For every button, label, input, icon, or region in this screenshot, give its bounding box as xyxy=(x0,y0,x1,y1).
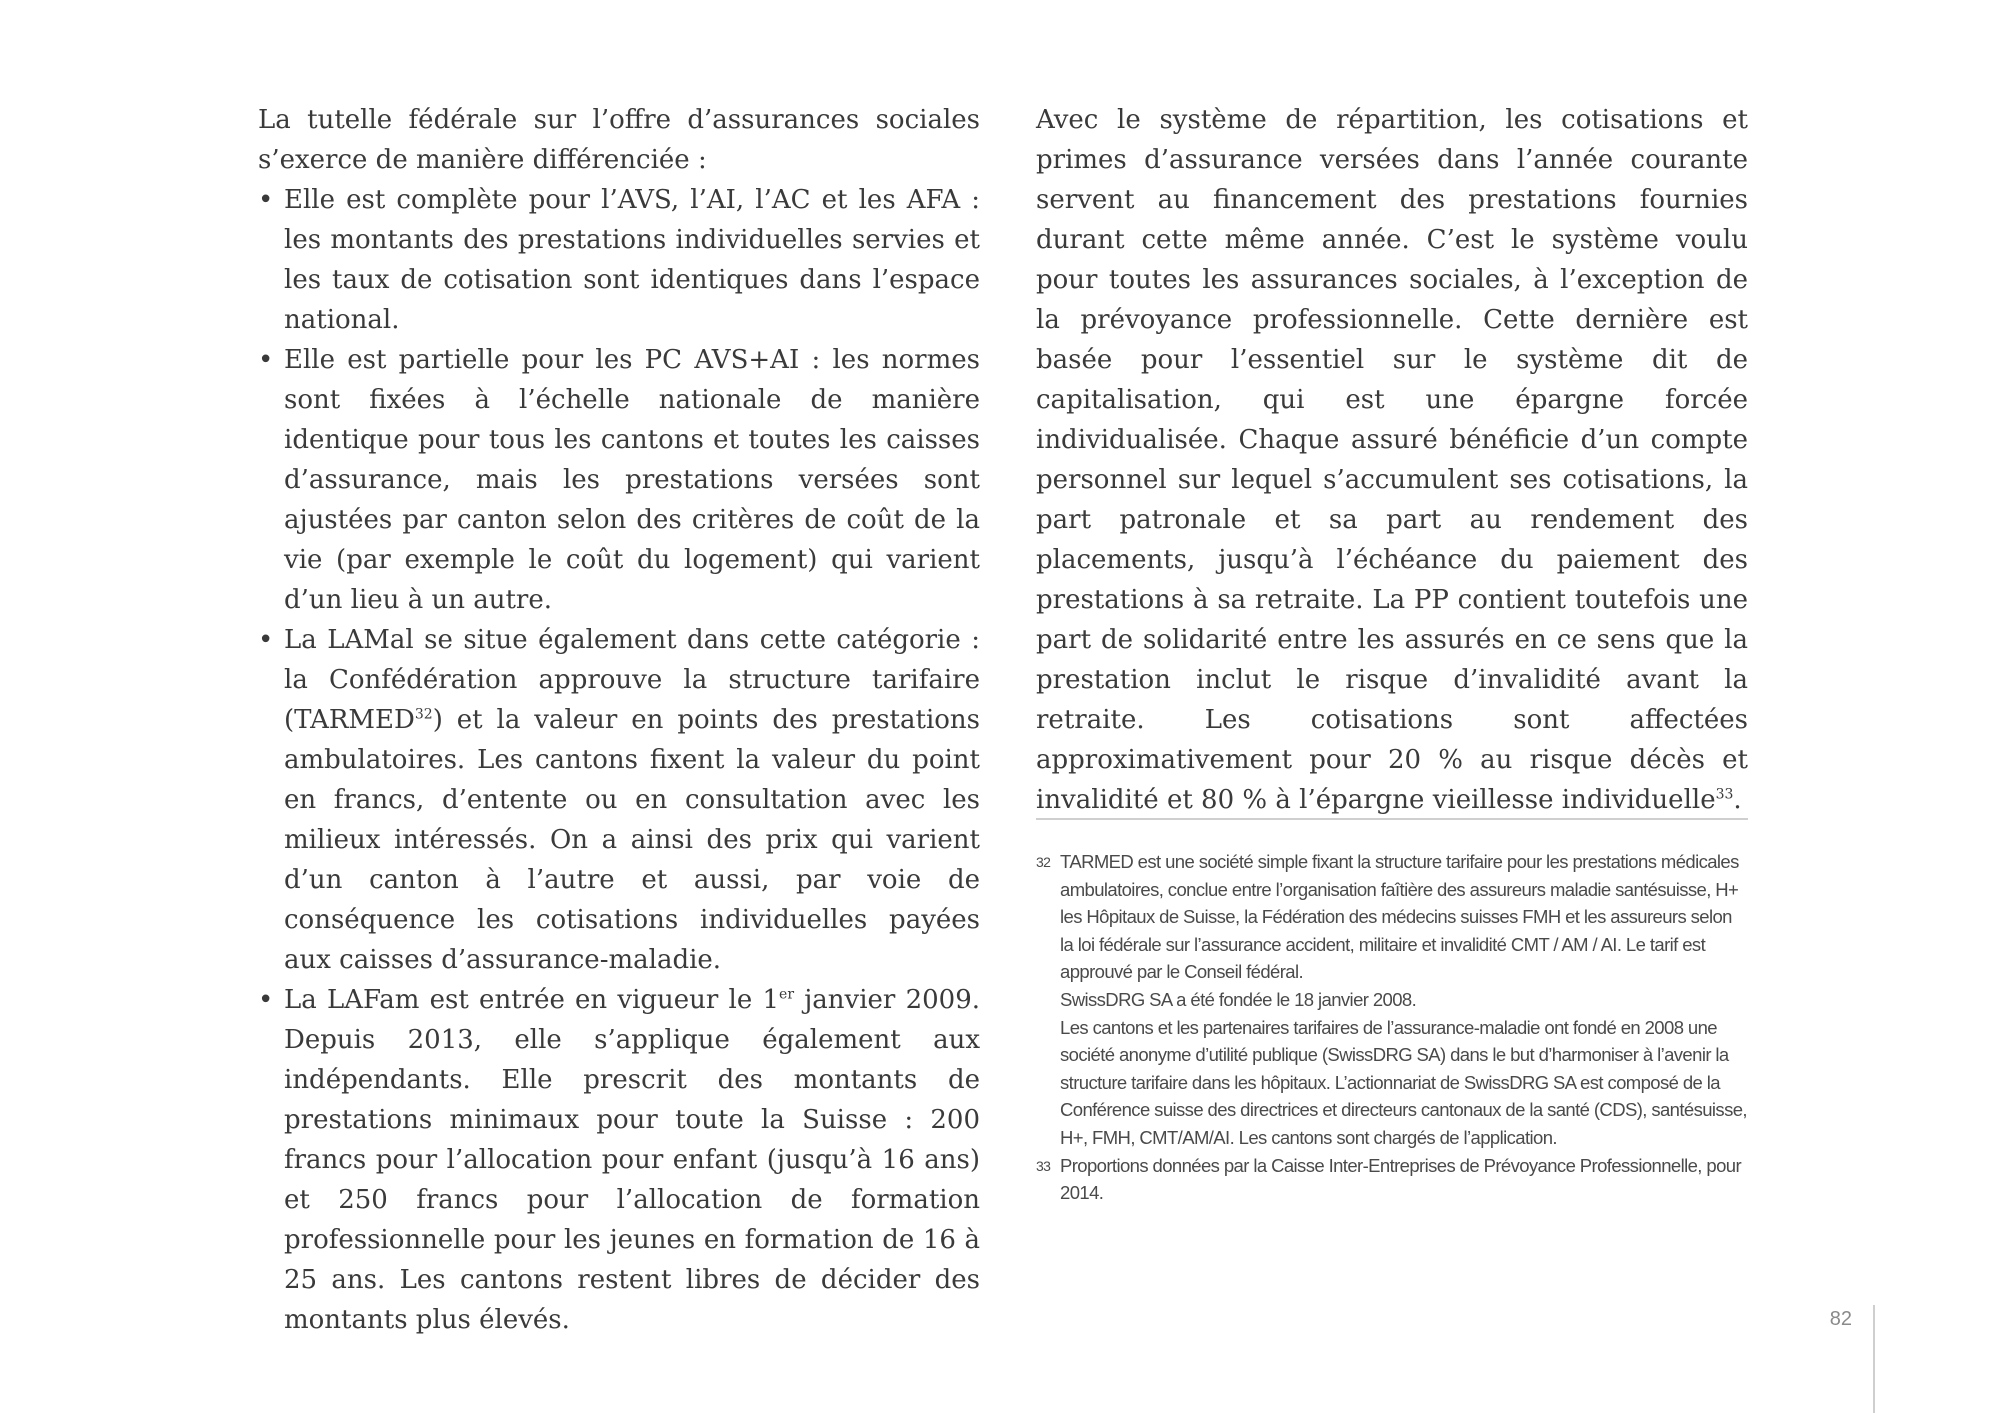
list-item-text: La LAFam est entrée en vigueur le 1 xyxy=(284,985,780,1015)
list-item-text: La LAMal se situe également dans cette catégorie : la Confédération approuve la structure tarifaire (TARMED xyxy=(284,625,980,735)
list-item-text: Elle est complète pour l’AVS, l’AI, l’AC et les AFA : les montants des prestations individuelles servies et les taux de cotisation sont identiques dans l’espace national. xyxy=(284,185,980,335)
list-item xyxy=(258,180,980,340)
footnote-text: SwissDRG SA a été fondée le 18 janvier 2008. xyxy=(1060,988,1417,1010)
page-number: 82 xyxy=(1829,1308,1852,1330)
list-item-text: ) et la valeur en points des prestations ambulatoires. Les cantons fixent la valeur du point en francs, d’entente ou en consultation avec les milieux intéressés. On a ainsi des prix qui varient d’un canton à l’autre et aussi, par voie de conséquence les cotisations individuelles payées aux caisses d’assurance-maladie. xyxy=(284,705,980,975)
capitalisation-paragraph xyxy=(1036,100,1748,820)
list-item xyxy=(258,620,980,980)
footnote-text: Les cantons et les partenaires tarifaires de l’assurance-maladie ont fondé en 2008 une société anonyme d’utilité publique (SwissDRG SA) dans le but d’harmoniser à l’avenir la structure tarifaire dans les hôpitaux. L’actionnariat de SwissDRG SA est composé de la Conférence suisse des directrices et directeurs cantonaux de la santé (CDS), santésuisse, H+, FMH, CMT/AM/AI. Les cantons sont chargés de l’application. xyxy=(1060,1016,1747,1148)
footnote-text: Proportions données par la Caisse Inter-Entreprises de Prévoyance Professionnelle, pour 2014. xyxy=(1060,1154,1742,1204)
footnote-number: 32 xyxy=(1036,854,1051,870)
page-edge-rule xyxy=(1873,1305,1875,1413)
list-item xyxy=(258,340,980,620)
list-item-text: Elle est partielle pour les PC AVS+AI : les normes sont fixées à l’échelle nationale de manière identique pour tous les cantons et toutes les caisses d’assurance, mais les prestations versées sont ajustées par canton selon des critères de coût de la vie (par exemple le coût du logement) qui varient d’un lieu à un autre. xyxy=(284,345,980,615)
bullet-list xyxy=(258,180,980,1340)
list-item xyxy=(258,980,980,1340)
footnote-33 xyxy=(1036,1152,1748,1207)
left-column xyxy=(258,100,980,1340)
footnote-text: TARMED est une société simple fixant la structure tarifaire pour les prestations médicales ambulatoires, conclue entre l’organisation faîtière des assureurs maladie santésuisse, H+ les Hôpitaux de Suisse, la Fédération des médecins suisses FMH et les assureurs selon la loi fédérale sur l’assurance accident, militaire et invalidité CMT / AM / AI. Le tarif est approuvé par le Conseil fédéral. xyxy=(1060,851,1739,983)
paragraph-text: Avec le système de répartition, les cotisations et primes d’assurance versées dans l’année courante servent au financement des prestations fournies durant cette même année. C’est le système voulu pour toutes les assurances sociales, à l’exception de la prévoyance professionnelle. Cette dernière est basée pour l’essentiel sur le système dit de capitalisation, qui est une épargne forcée individualisée. Chaque assuré bénéficie d’un compte personnel sur lequel s’accumulent ses cotisations, la part patronale et sa part au rendement des placements, jusqu’à l’échéance du paiement des prestations à sa retraite. La PP contient toutefois une part de solidarité entre les assurés en ce sens que la prestation inclut le risque d’invalidité avant la retraite. Les cotisations sont affectées approximativement pour 20 % au risque décès et invalidité et 80 % à l’épargne vieillesse individuelle xyxy=(1036,105,1748,815)
footnotes xyxy=(1036,848,1748,1207)
footnote-ref-32[interactable]: 32 xyxy=(414,706,433,723)
footnote-32 xyxy=(1036,848,1748,1152)
paragraph-end: . xyxy=(1733,785,1742,815)
footnote-divider xyxy=(1036,818,1748,820)
ordinal-superscript: er xyxy=(779,986,795,1003)
list-item-text: janvier 2009. Depuis 2013, elle s’applique également aux indépendants. Elle prescrit des montants de prestations minimaux pour toute la Suisse : 200 francs pour l’allocation pour enfant (jusqu’à 16 ans) et 250 francs pour l’allocation de formation professionnelle pour les jeunes en formation de 16 à 25 ans. Les cantons restent libres de décider des montants plus élevés. xyxy=(284,985,981,1335)
footnote-number: 33 xyxy=(1036,1157,1051,1174)
right-column xyxy=(1036,100,1748,820)
intro-paragraph: La tutelle fédérale sur l’offre d’assurances sociales s’exerce de manière différenciée : xyxy=(258,105,980,175)
footnote-ref-33[interactable]: 33 xyxy=(1715,786,1734,803)
